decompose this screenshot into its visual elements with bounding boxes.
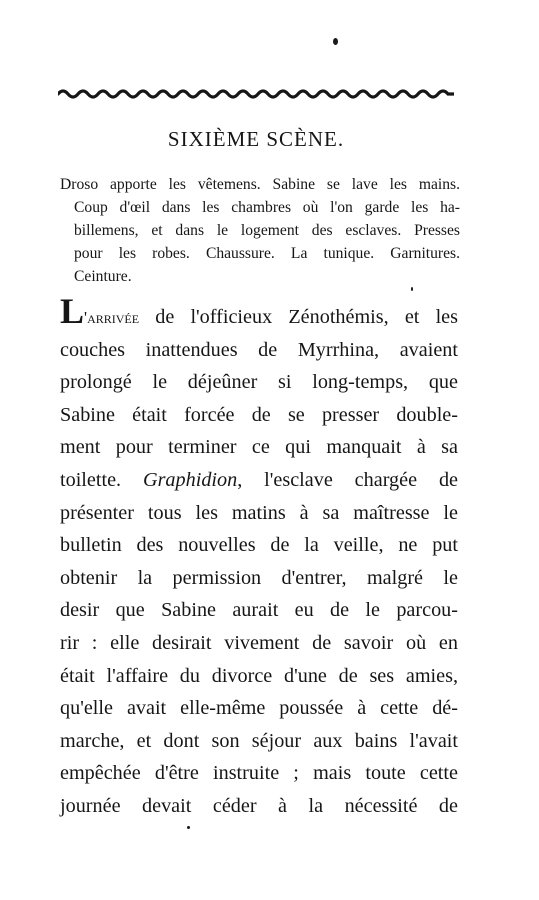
body-line: [60, 464, 458, 497]
body-line: couches inattendues de Myrrhina, avaient: [60, 338, 458, 361]
argument-line: pour les robes. Chaussure. La tunique. Garnitures.: [74, 245, 460, 262]
argument-line: Droso apporte les vêtemens. Sabine se lave les mains.: [60, 176, 460, 193]
italic-name: Graphidion: [143, 468, 238, 491]
ink-speck-top: [333, 38, 338, 45]
body-line: marche, et dont son séjour aux bains l'avait: [60, 729, 458, 752]
body-line-rest: , l'esclave chargée de: [237, 468, 458, 491]
argument-line: billemens, et dans le logement des esclaves. Presses: [74, 222, 460, 239]
argument-line: Coup d'œil dans les chambres où l'on garde les ha-: [74, 199, 460, 216]
body-line: présenter tous les matins à sa maîtresse le: [60, 501, 458, 524]
scene-argument: [60, 173, 460, 288]
body-line: était l'affaire du divorce d'une de ses amies,: [60, 664, 458, 687]
body-line-rest: de l'officieux Zénothémis, et les: [139, 306, 458, 328]
body-line: journée devait céder à la nécessité de: [60, 794, 458, 817]
body-line: [60, 291, 458, 334]
ink-speck-bottom: [187, 826, 190, 829]
body-line-start: toilette.: [60, 468, 143, 491]
drop-cap: L: [60, 291, 85, 331]
wavy-rule-ornament: [58, 86, 454, 100]
scene-title: SIXIÈME SCÈNE.: [167, 127, 345, 151]
argument-line: Ceinture.: [74, 268, 132, 285]
body-line: obtenir la permission d'entrer, malgré le: [60, 566, 458, 589]
body-paragraph: [60, 291, 458, 823]
body-line: bulletin des nouvelles de la veille, ne put: [60, 534, 458, 557]
body-line: empêchée d'être instruite ; mais toute cette: [60, 762, 458, 785]
small-caps-word: 'arrivée: [84, 308, 140, 327]
body-line: desir que Sabine aurait eu de le parcou-: [60, 599, 458, 622]
body-line: Sabine était forcée de se presser double-: [60, 403, 458, 426]
body-line: ment pour terminer ce qui manquait à sa: [60, 436, 458, 459]
body-line: prolongé le déjeûner si long-temps, que: [60, 371, 458, 394]
body-line: qu'elle avait elle-même poussée à cette dé-: [60, 697, 458, 720]
body-line: rir : elle desirait vivement de savoir où en: [60, 631, 458, 654]
